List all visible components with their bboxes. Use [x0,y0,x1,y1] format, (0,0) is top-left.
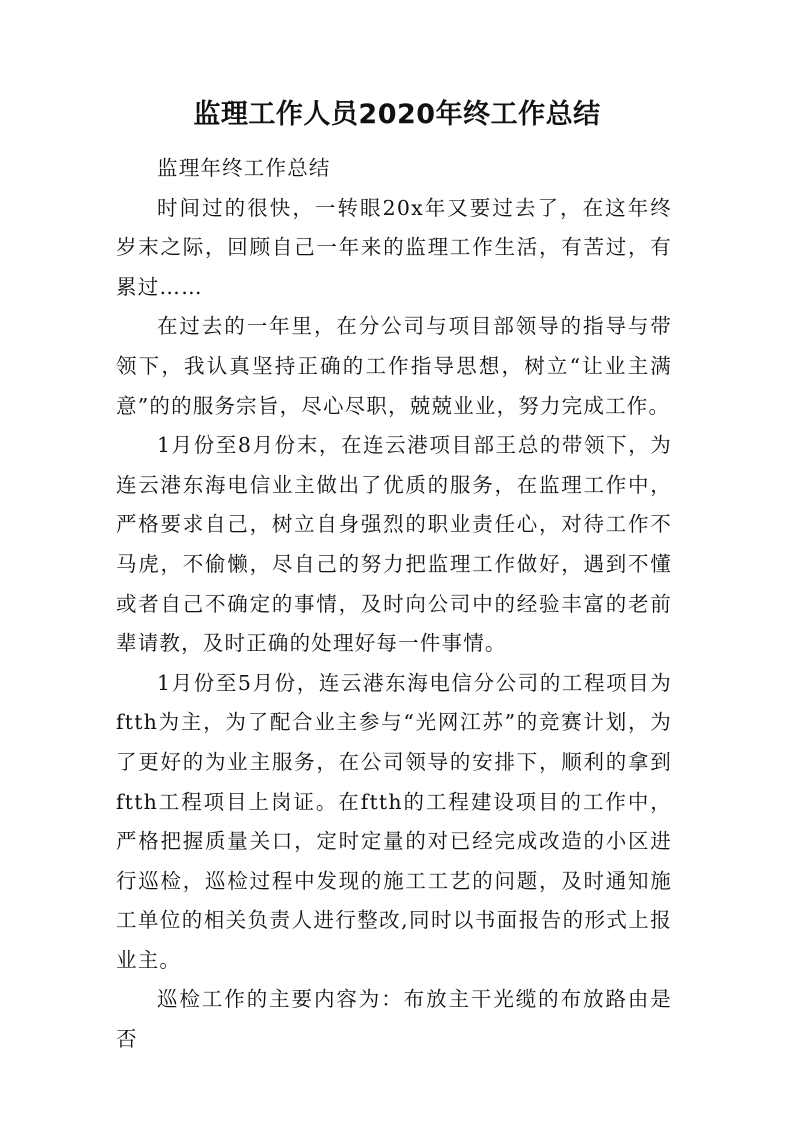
paragraph-intro: 时间过的很快，一转眼20x年又要过去了，在这年终岁末之际，回顾自己一年来的监理工作生活，有苦过，有累过…… [116,195,672,299]
paragraph-jan-may: 1月份至5月份，连云港东海电信分公司的工程项目为ftth为主，为了配合业主参与“光网江苏”的竞赛计划，为了更好的为业主服务，在公司领导的安排下，顺利的拿到ftth工程项目上岗证。在ftth的工程建设项目的工作中，严格把握质量关口，定时定量的对已经完成改造的小区进行巡检，巡检过程中发现的施工工艺的问题，及时通知施工单位的相关负责人进行整改,同时以书面报告的形式上报业主。 [116,670,672,972]
paragraph-inspection: 巡检工作的主要内容为：布放主干光缆的布放路由是否 [116,987,672,1052]
paragraph-subtitle: 监理年终工作总结 [157,156,331,180]
document-title: 监理工作人员2020年终工作总结 [193,99,601,130]
document-body [116,149,672,1060]
paragraph-jan-aug: 1月份至8月份末，在连云港项目部王总的带领下，为连云港东海电信业主做出了优质的服务，在监理工作中，严格要求自己，树立自身强烈的职业责任心，对待工作不马虎，不偷懒，尽自己的努力把监理工作做好，遇到不懂或者自己不确定的事情，及时向公司中的经验丰富的老前辈请教，及时正确的处理好每一件事情。 [116,433,672,656]
paragraph-past-year: 在过去的一年里，在分公司与项目部领导的指导与带领下，我认真坚持正确的工作指导思想，树立“让业主满意”的的服务宗旨，尽心尽职，兢兢业业，努力完成工作。 [116,314,672,418]
